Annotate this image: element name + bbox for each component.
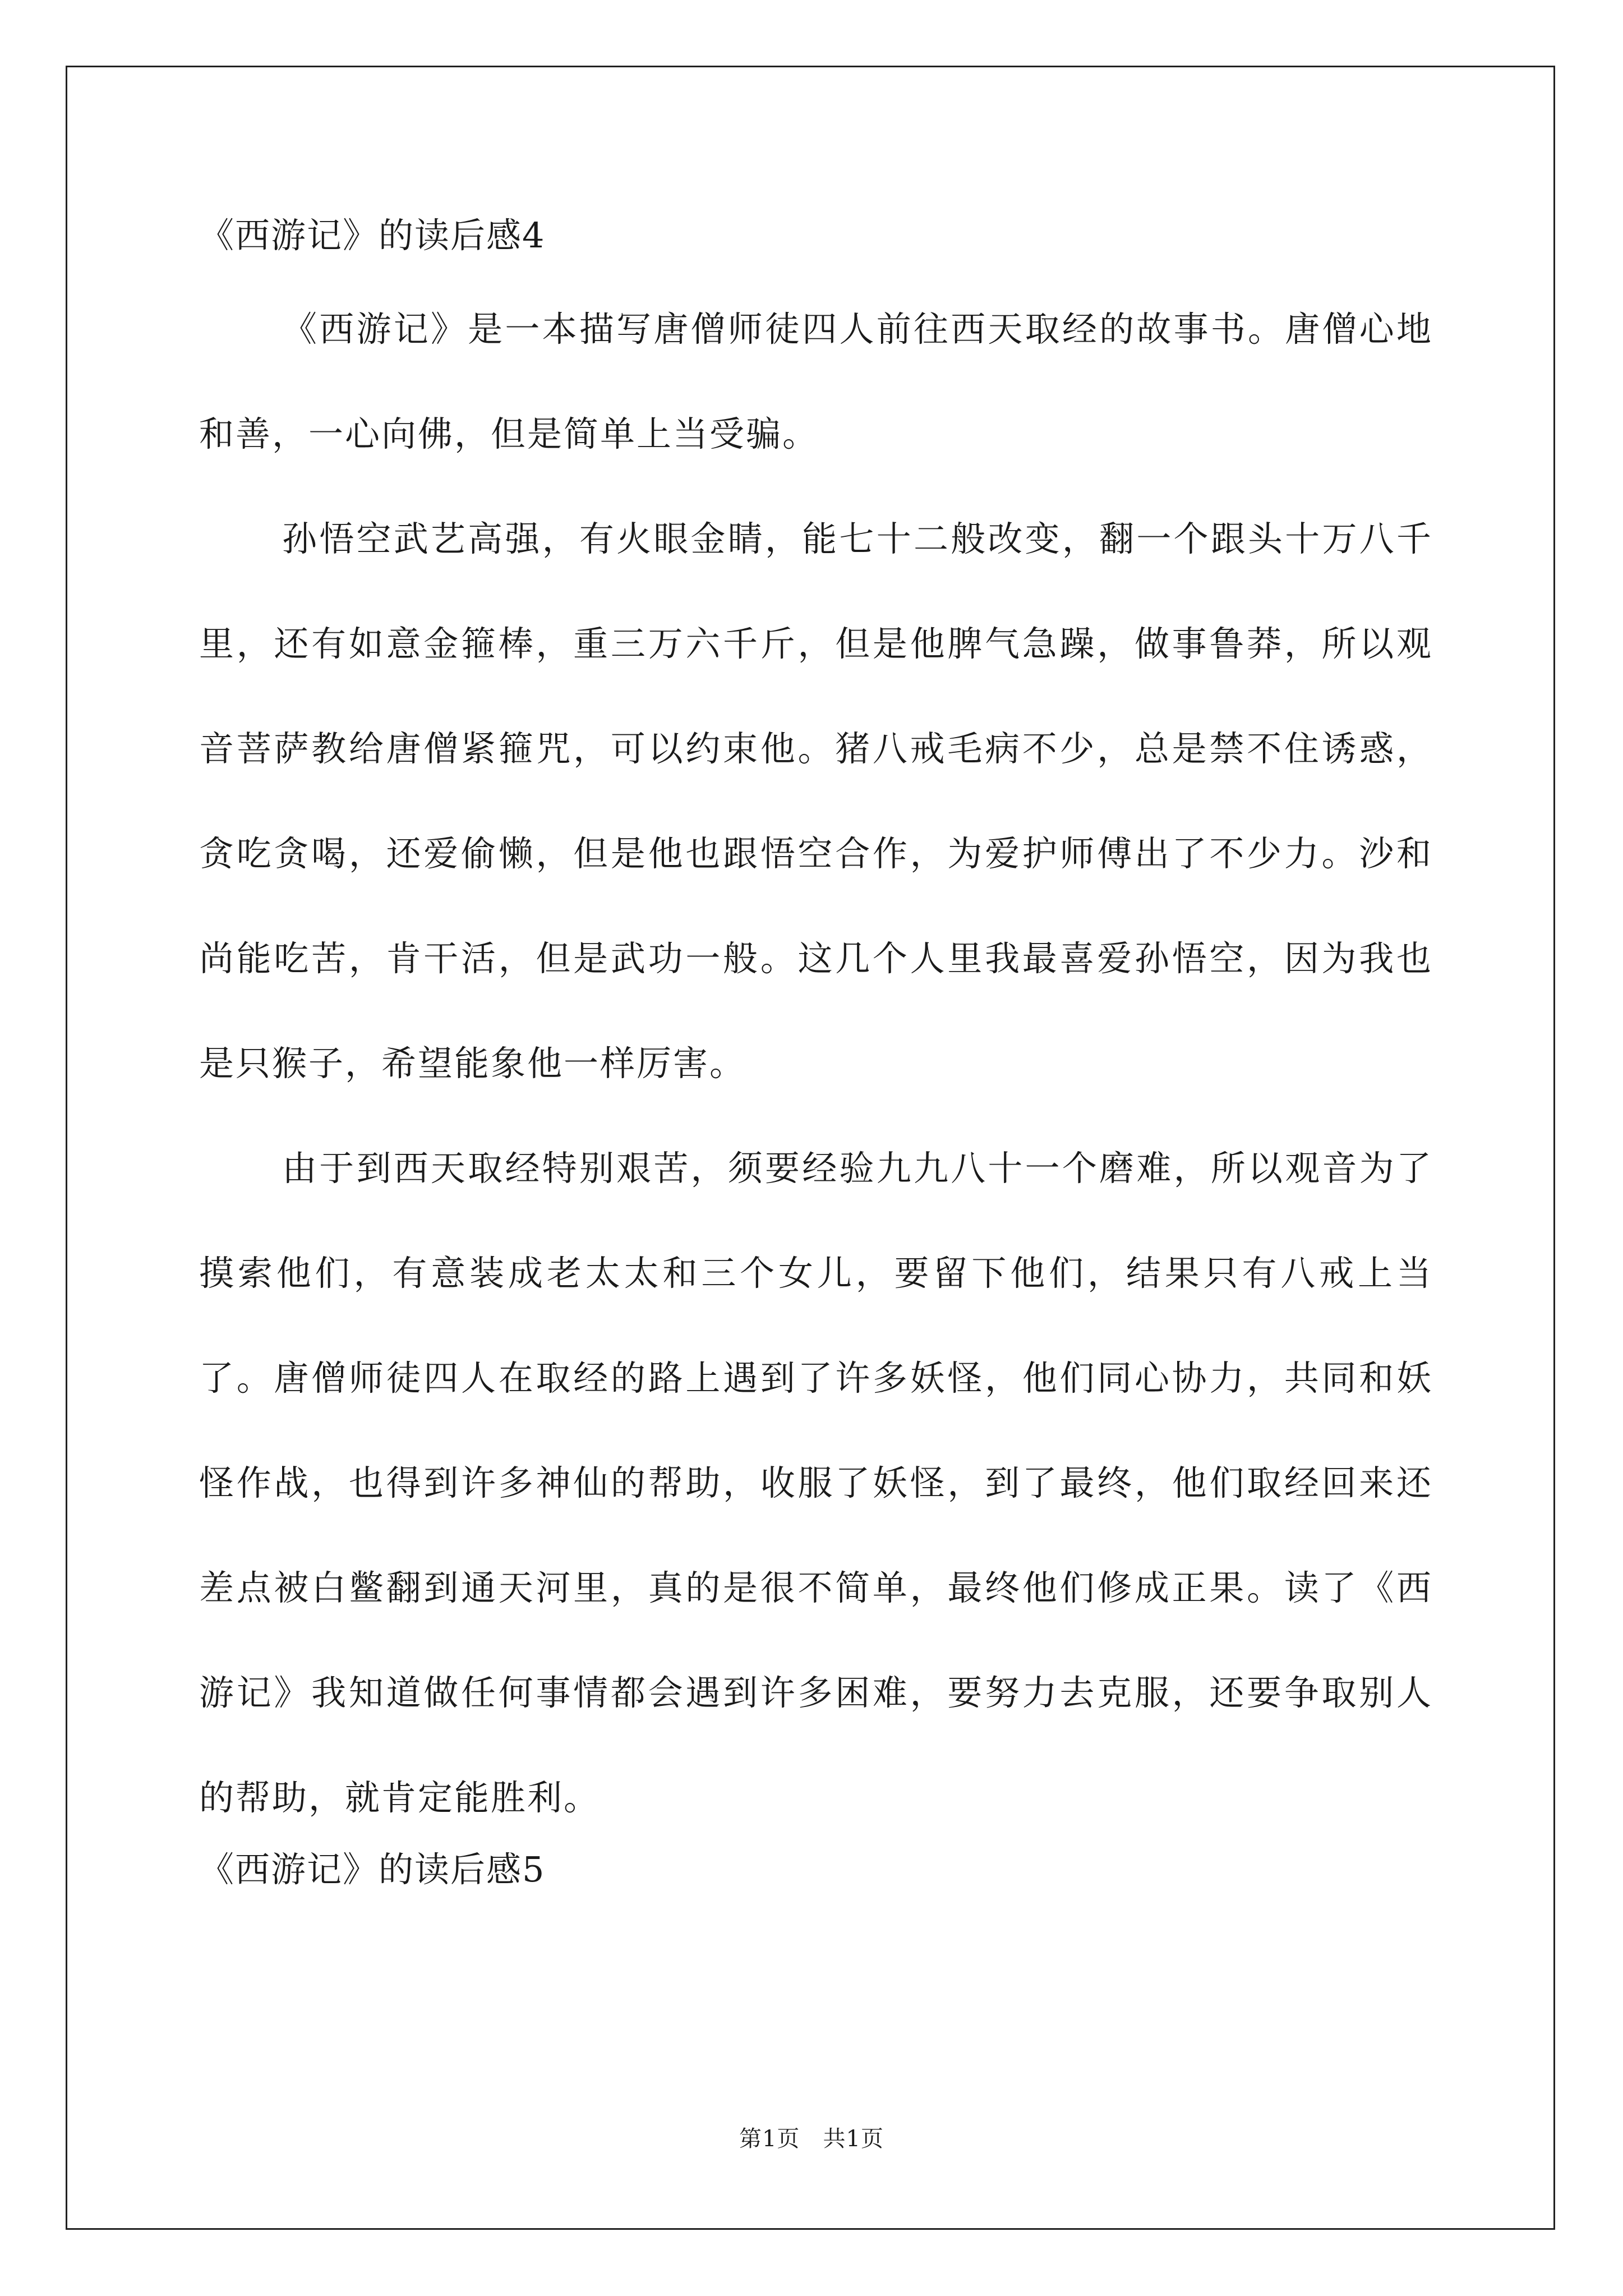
- essay-title-4: 《西游记》的读后感4: [199, 215, 546, 256]
- paragraph-1: 《西游记》是一本描写唐僧师徒四人前往西天取经的故事书。唐僧心地和善，一心向佛，但是简单上当受骗。: [199, 309, 1433, 454]
- document-body: [199, 213, 1433, 1892]
- essay-title-5: 《西游记》的读后感5: [199, 1849, 546, 1890]
- paragraph-2: 孙悟空武艺高强，有火眼金睛，能七十二般改变，翻一个跟头十万八千里，还有如意金箍棒，重三万六千斤，但是他脾气急躁，做事鲁莽，所以观音菩萨教给唐僧紧箍咒，可以约束他。猪八戒毛病不少，总是禁不住诱惑，贪吃贪喝，还爱偷懒，但是他也跟悟空合作，为爱护师傅出了不少力。沙和尚能吃苦，肯干活，但是武功一般。这几个人里我最喜爱孙悟空，因为我也是只猴子，希望能象他一样厉害。: [199, 518, 1433, 1084]
- page-footer: [0, 2125, 1623, 2153]
- paragraph-3: 由于到西天取经特别艰苦，须要经验九九八十一个磨难，所以观音为了摸索他们，有意装成老太太和三个女儿，要留下他们，结果只有八戒上当了。唐僧师徒四人在取经的路上遇到了许多妖怪，他们同心协力，共同和妖怪作战，也得到许多神仙的帮助，收服了妖怪，到了最终，他们取经回来还差点被白鳖翻到通天河里，真的是很不简单，最终他们修成正果。读了《西游记》我知道做任何事情都会遇到许多困难，要努力去克服，还要争取别人的帮助，就肯定能胜利。: [199, 1148, 1433, 1818]
- page-number-label: 第1页 共1页: [739, 2126, 884, 2152]
